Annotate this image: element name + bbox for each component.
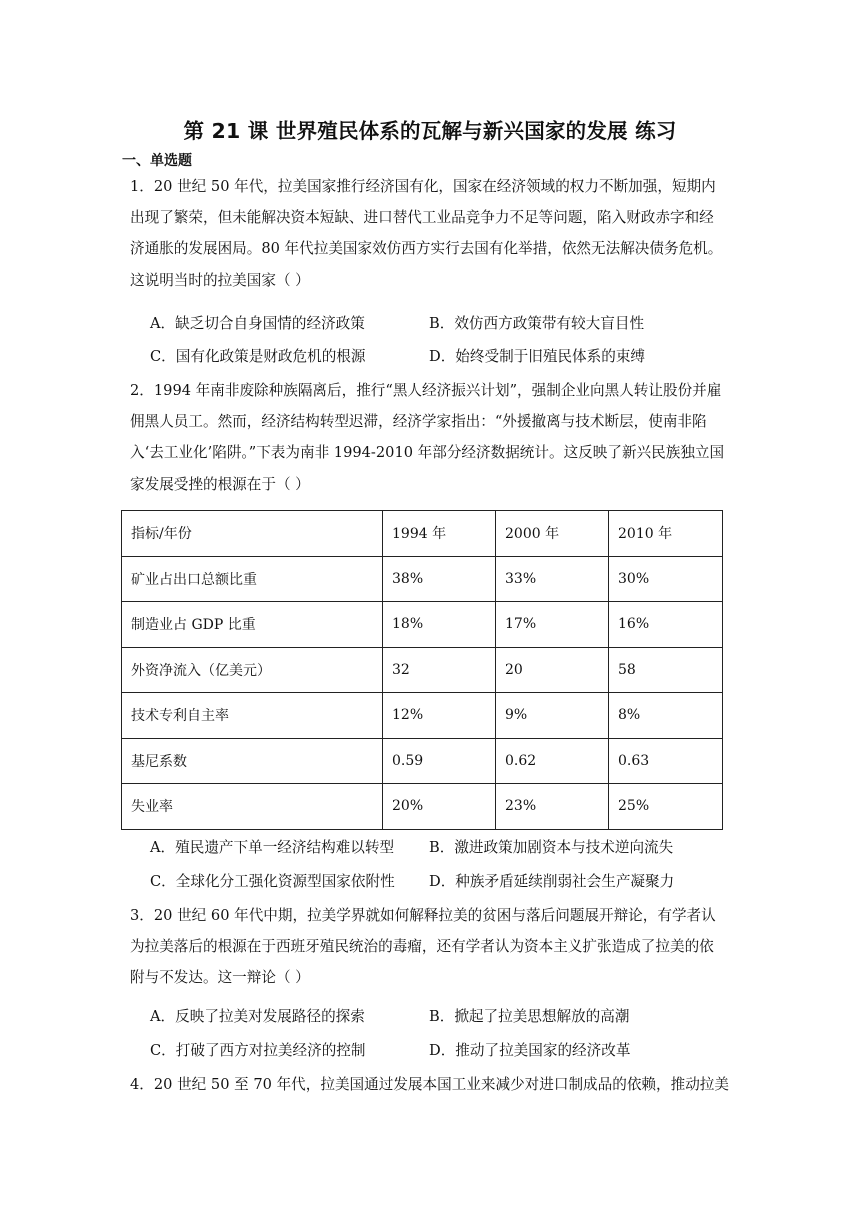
table-cell: 制造业占 GDP 比重 bbox=[122, 602, 383, 648]
table-cell: 17% bbox=[496, 602, 609, 648]
table-cell: 基尼系数 bbox=[122, 738, 383, 784]
q1-option-d: D．始终受制于旧殖民体系的束缚 bbox=[429, 348, 646, 365]
q2-option-a: A．殖民遗产下单一经济结构难以转型 bbox=[150, 839, 395, 856]
table-row bbox=[122, 693, 723, 739]
table-row bbox=[122, 738, 723, 784]
question-line: 这说明当时的拉美国家（ ） bbox=[130, 271, 310, 289]
table-row bbox=[122, 602, 723, 648]
table-cell: 外资净流入（亿美元） bbox=[122, 647, 383, 693]
table-cell: 12% bbox=[383, 693, 496, 739]
table-cell: 20% bbox=[383, 784, 496, 830]
q3-option-d: D．推动了拉美国家的经济改革 bbox=[429, 1042, 631, 1059]
table-cell: 16% bbox=[609, 602, 723, 648]
question-line: 为拉美落后的根源在于西班牙殖民统治的毒瘤，还有学者认为资本主义扩张造成了拉美的依 bbox=[130, 938, 714, 956]
table-cell: 矿业占出口总额比重 bbox=[122, 556, 383, 602]
question-line: 附与不发达。这一辩论（ ） bbox=[130, 969, 310, 987]
table-cell: 失业率 bbox=[122, 784, 383, 830]
q3-option-c: C．打破了西方对拉美经济的控制 bbox=[150, 1042, 366, 1059]
table-row bbox=[122, 647, 723, 693]
q1-option-a: A．缺乏切合自身国情的经济政策 bbox=[150, 315, 365, 332]
table-header-cell: 指标/年份 bbox=[122, 511, 383, 557]
table-header-cell: 2010 年 bbox=[609, 511, 723, 557]
table-header-row bbox=[122, 511, 723, 557]
table-cell: 38% bbox=[383, 556, 496, 602]
table-cell: 0.59 bbox=[383, 738, 496, 784]
table-cell: 20 bbox=[496, 647, 609, 693]
q2-option-b: B．激进政策加剧资本与技术逆向流失 bbox=[429, 839, 674, 856]
q3-option-b: B．掀起了拉美思想解放的高潮 bbox=[429, 1008, 630, 1025]
table-cell: 技术专利自主率 bbox=[122, 693, 383, 739]
table-cell: 32 bbox=[383, 647, 496, 693]
table-cell: 30% bbox=[609, 556, 723, 602]
q1-option-b: B．效仿西方政策带有较大盲目性 bbox=[429, 315, 645, 332]
question-line: 家发展受挫的根源在于（ ） bbox=[130, 475, 310, 493]
q1-option-c: C．国有化政策是财政危机的根源 bbox=[150, 348, 366, 365]
question-line: 1．20 世纪 50 年代，拉美国家推行经济国有化，国家在经济领域的权力不断加强，短期内 bbox=[130, 178, 716, 195]
question-3-stem bbox=[130, 900, 742, 994]
table-cell: 8% bbox=[609, 693, 723, 739]
table-cell: 33% bbox=[496, 556, 609, 602]
table-cell: 25% bbox=[609, 784, 723, 830]
table-row bbox=[122, 556, 723, 602]
table-header-cell: 2000 年 bbox=[496, 511, 609, 557]
question-line: 3．20 世纪 60 年代中期，拉美学界就如何解释拉美的贫困与落后问题展开辩论，有学者认 bbox=[130, 907, 716, 924]
question-1-stem bbox=[130, 171, 742, 296]
question-2-stem bbox=[130, 375, 742, 500]
table-row bbox=[122, 784, 723, 830]
question-4-stem bbox=[130, 1069, 742, 1100]
question-line: 2．1994 年南非废除种族隔离后，推行“黑人经济振兴计划”，强制企业向黑人转让股份并雇 bbox=[130, 382, 722, 399]
q2-option-d: D．种族矛盾延续削弱社会生产凝聚力 bbox=[429, 873, 675, 890]
table-cell: 0.63 bbox=[609, 738, 723, 784]
question-line: 济通胀的发展困局。80 年代拉美国家效仿西方实行去国有化举措，依然无法解决债务危机。 bbox=[130, 240, 723, 258]
page-title: 第 21 课 世界殖民体系的瓦解与新兴国家的发展 练习 bbox=[183, 119, 677, 143]
question-line: 4．20 世纪 50 至 70 年代，拉美国通过发展本国工业来减少对进口制成品的依赖，推动拉美 bbox=[130, 1076, 729, 1093]
table-cell: 58 bbox=[609, 647, 723, 693]
table-cell: 23% bbox=[496, 784, 609, 830]
q3-option-a: A．反映了拉美对发展路径的探索 bbox=[150, 1008, 365, 1025]
section-heading: 一、单选题 bbox=[122, 153, 192, 169]
table-cell: 0.62 bbox=[496, 738, 609, 784]
table-cell: 18% bbox=[383, 602, 496, 648]
question-line: 佣黑人员工。然而，经济结构转型迟滞，经济学家指出：“外援撤离与技术断层，使南非陷 bbox=[130, 413, 707, 431]
table-cell: 9% bbox=[496, 693, 609, 739]
table-header-cell: 1994 年 bbox=[383, 511, 496, 557]
economic-data-table bbox=[121, 510, 723, 830]
q2-option-c: C．全球化分工强化资源型国家依附性 bbox=[150, 873, 395, 890]
question-line: 入‘去工业化’陷阱。”下表为南非 1994-2010 年部分经济数据统计。这反映了新兴民族独立国 bbox=[130, 444, 725, 462]
question-line: 出现了繁荣，但未能解决资本短缺、进口替代工业品竞争力不足等问题，陷入财政赤字和经 bbox=[130, 209, 714, 227]
